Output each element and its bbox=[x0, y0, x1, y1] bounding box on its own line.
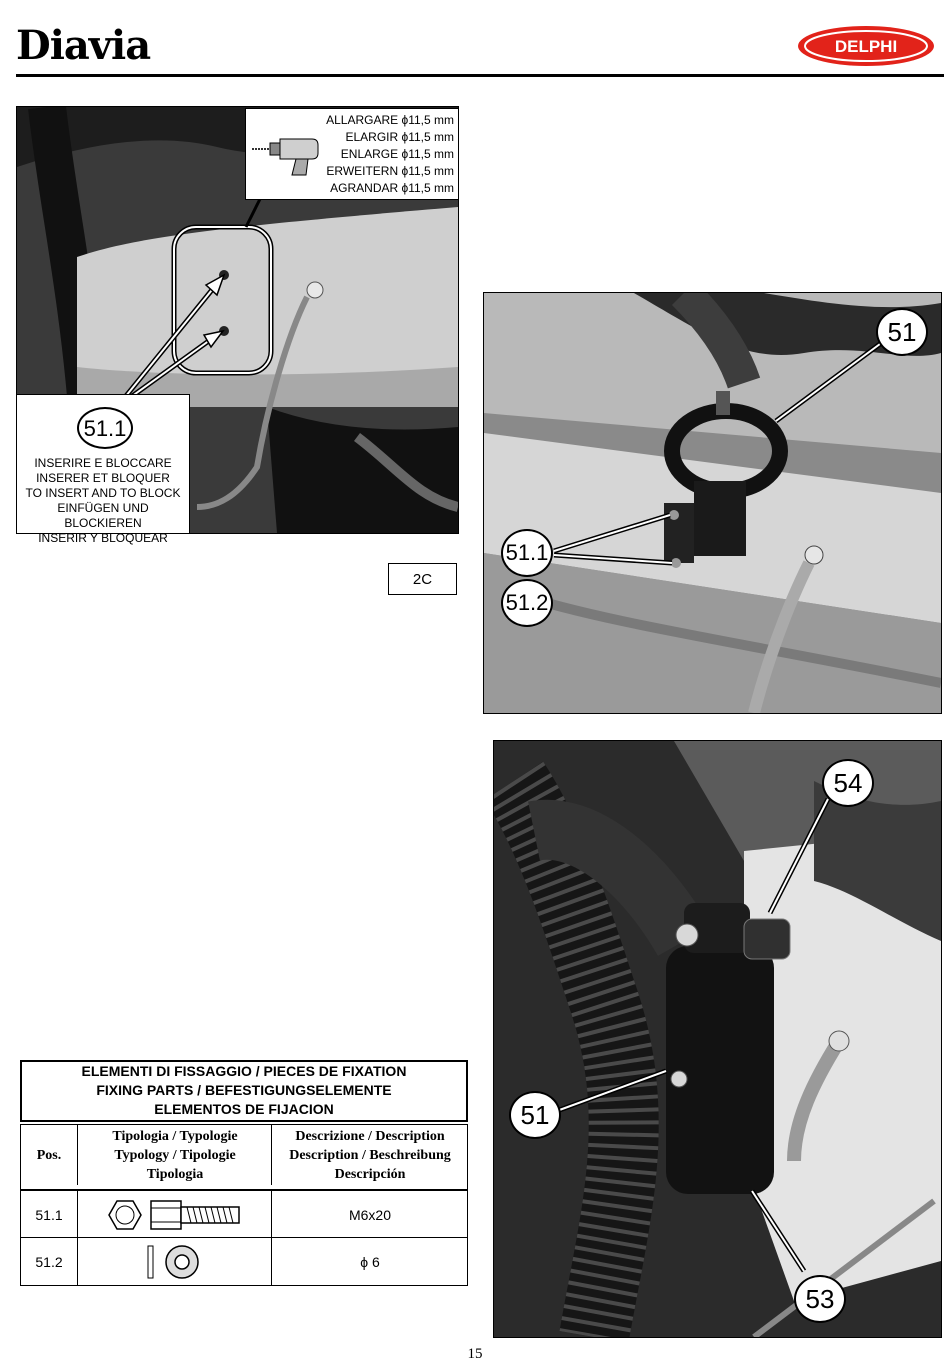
col-type-line: Tipologia / Typologie bbox=[112, 1128, 238, 1144]
delphi-logo bbox=[796, 24, 936, 68]
page-number: 15 bbox=[467, 1346, 483, 1362]
row-pos: 51.2 bbox=[35, 1254, 63, 1270]
drill-line: ELARGIR ϕ11,5 mm bbox=[345, 130, 454, 144]
callout-53: 53 bbox=[794, 1275, 846, 1323]
header-rule bbox=[16, 74, 944, 77]
callout-51-1: 51.1 bbox=[501, 529, 553, 577]
row-desc: ϕ 6 bbox=[271, 1238, 468, 1286]
table-header-row bbox=[21, 1125, 467, 1185]
insert-line: INSERER ET BLOQUER bbox=[36, 471, 170, 485]
row-desc: M6x20 bbox=[271, 1191, 468, 1239]
callout-51-2: 51.2 bbox=[501, 579, 553, 627]
parts-table bbox=[20, 1124, 468, 1286]
callout-54: 54 bbox=[822, 759, 874, 807]
table-row bbox=[21, 1237, 467, 1286]
title-line: ELEMENTOS DE FIJACION bbox=[154, 1101, 334, 1117]
photo-frame-bracket bbox=[483, 292, 942, 714]
col-header-desc bbox=[271, 1125, 468, 1185]
insert-line: EINFÜGEN UND BLOCKIEREN bbox=[57, 501, 149, 530]
brand-title: Diavia bbox=[16, 22, 151, 69]
parts-table-title bbox=[20, 1060, 468, 1122]
col-type-line: Typology / Tipologie bbox=[114, 1147, 236, 1163]
insert-instruction-box bbox=[16, 394, 190, 545]
col-type-line: Tipologia bbox=[146, 1166, 204, 1182]
photo-frame-filter bbox=[493, 740, 942, 1338]
col-desc-line: Descripción bbox=[334, 1166, 406, 1182]
drill-line: ERWEITERN ϕ11,5 mm bbox=[326, 164, 454, 178]
drill-line: ENLARGE ϕ11,5 mm bbox=[340, 147, 454, 161]
bolt-icon bbox=[77, 1191, 272, 1239]
insert-line: INSERIRE E BLOCCARE bbox=[34, 456, 172, 470]
callout-51: 51 bbox=[876, 308, 928, 356]
callout-51: 51 bbox=[509, 1091, 561, 1139]
figure-label: 2C bbox=[388, 563, 457, 595]
row-pos: 51.1 bbox=[35, 1207, 63, 1223]
title-line: FIXING PARTS / BEFESTIGUNGSELEMENTE bbox=[96, 1082, 392, 1098]
washer-icon bbox=[77, 1238, 272, 1286]
drill-instruction-box bbox=[245, 108, 459, 200]
col-header-pos: Pos. bbox=[36, 1147, 62, 1163]
callout-51-1: 51.1 bbox=[77, 407, 133, 449]
col-header-type bbox=[77, 1125, 272, 1185]
drill-icon bbox=[252, 131, 322, 177]
title-line: ELEMENTI DI FISSAGGIO / PIECES DE FIXATION bbox=[81, 1063, 407, 1079]
drill-line: AGRANDAR ϕ11,5 mm bbox=[330, 181, 454, 195]
logo-text: DELPHI bbox=[834, 37, 898, 56]
insert-line: TO INSERT AND TO BLOCK bbox=[25, 486, 181, 500]
col-desc-line: Description / Beschreibung bbox=[289, 1147, 451, 1163]
col-desc-line: Descrizione / Description bbox=[295, 1128, 445, 1144]
table-row bbox=[21, 1189, 467, 1239]
insert-line: INSERIR Y BLOQUEAR bbox=[38, 531, 168, 545]
drill-line: ALLARGARE ϕ11,5 mm bbox=[326, 113, 454, 127]
